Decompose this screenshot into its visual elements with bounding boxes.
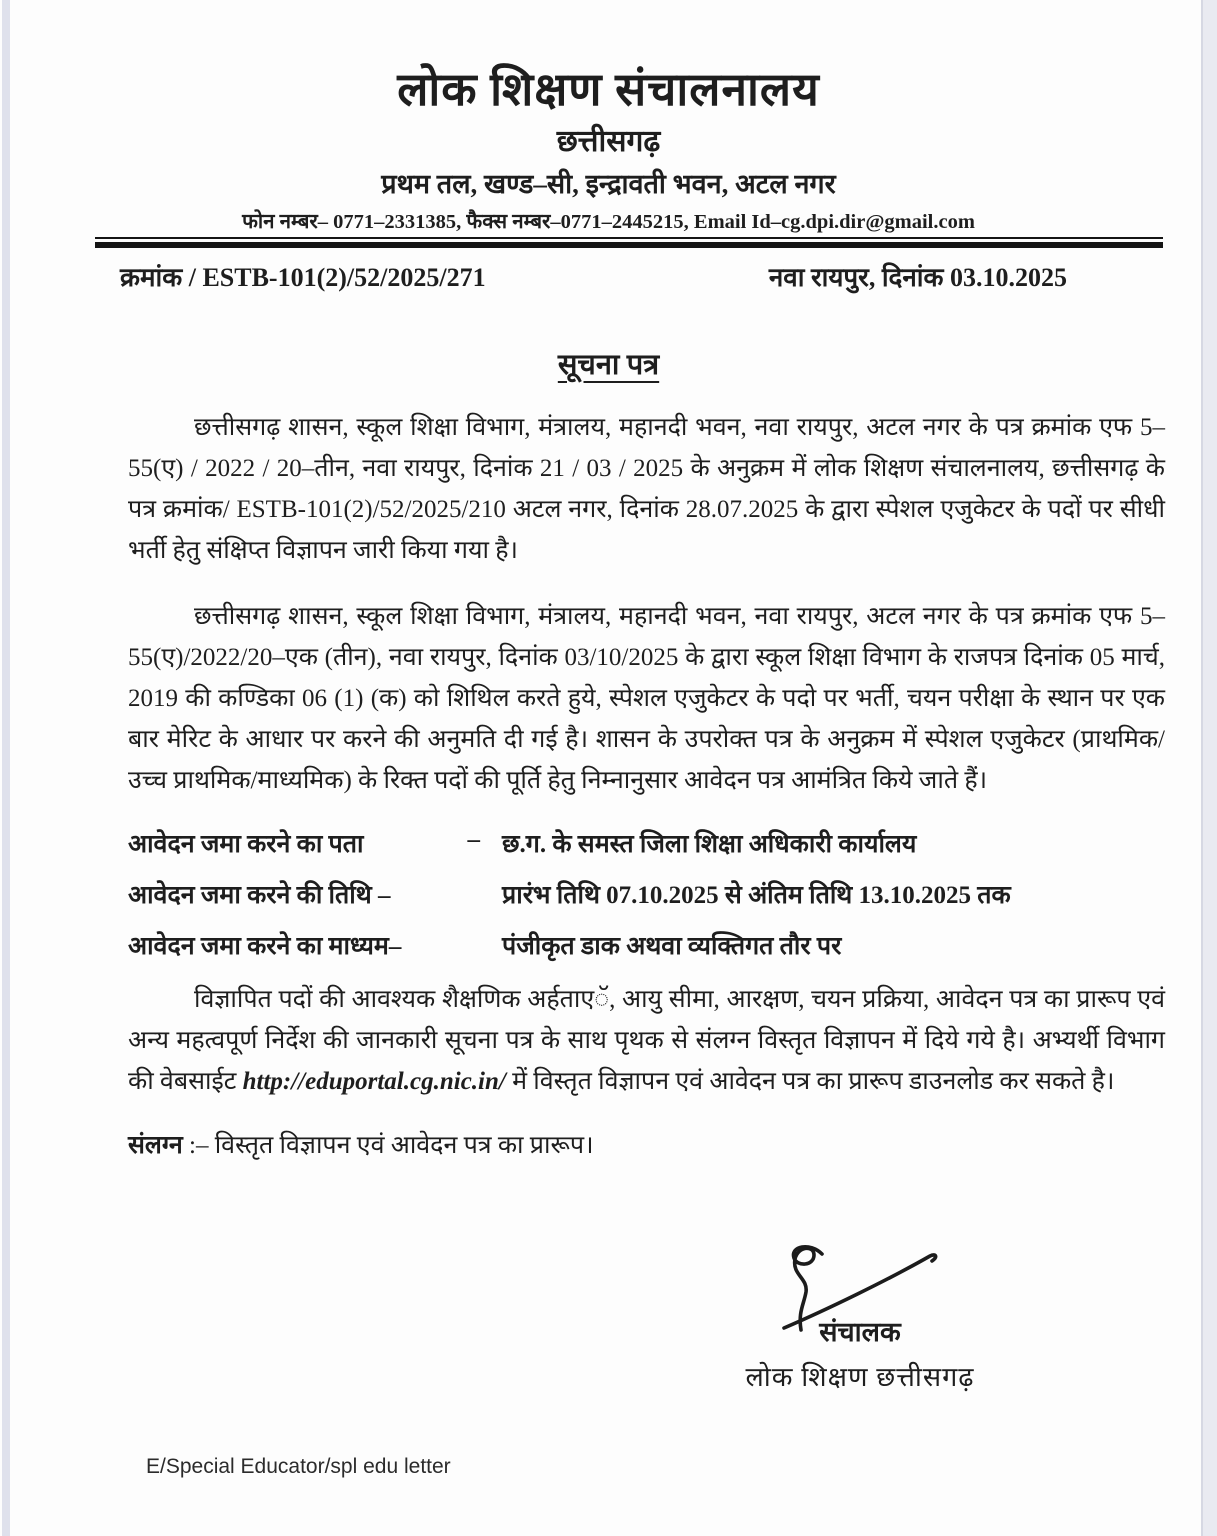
info-label: आवेदन जमा करने का माध्यम– <box>128 932 402 960</box>
info-separator-dash: – <box>467 825 480 853</box>
scan-edge-right <box>1201 0 1217 1536</box>
info-row-medium <box>128 928 1165 962</box>
application-info-rows <box>128 826 1165 962</box>
header-divider-thin-line <box>95 237 1163 239</box>
website-url-text: http://eduportal.cg.nic.in/ <box>242 1067 506 1095</box>
info-label: आवेदन जमा करने की तिथि – <box>128 881 391 909</box>
letter-body <box>128 407 1165 1161</box>
info-label: आवेदन जमा करने का पता <box>128 830 364 858</box>
subject-heading: सूचना पत्र <box>557 348 660 381</box>
letterhead <box>0 0 1217 235</box>
info-label-cell <box>128 877 480 911</box>
info-label-cell <box>128 928 480 962</box>
paragraph-2: छत्तीसगढ़ शासन, स्कूल शिक्षा विभाग, मंत्रालय, महानदी भवन, नवा रायपुर, अटल नगर के पत्र क्रमांक एफ 5–55(ए)/2022/20–एक (तीन), नवा रायपुर, दिनांक 03/10/2025 के द्वारा स्कूल शिक्षा विभाग के राजपत्र दिनांक 05 मार्च, 2019 की कण्डिका 06 (1) (क) को शिथिल करते हुये, स्पेशल एजुकेटर के पदो पर भर्ती, चयन परीक्षा के स्थान पर एक बार मेरिट के आधार पर करने की अनुमति दी गई है। शासन के उपरोक्त पत्र के अनुक्रम में स्पेशल एजुकेटर (प्राथमिक/उच्च प्राथमिक/माध्यमिक) के रिक्त पदों की पूर्ति हेतु निम्नानुसार आवेदन पत्र आमंत्रित किये जाते हैं। <box>128 602 1165 794</box>
info-value: पंजीकृत डाक अथवा व्यक्तिगत तौर पर <box>502 932 842 960</box>
signatory-organization: लोक शिक्षण छत्तीसगढ़ <box>745 1362 975 1392</box>
reference-number: क्रमांक / ESTB-101(2)/52/2025/271 <box>120 262 486 292</box>
signatory-designation: संचालक <box>819 1317 901 1347</box>
organization-contact: फोन नम्बर– 0771–2331385, फैक्स नम्बर–0771–2445215, Email Id–cg.dpi.dir@gmail.com <box>242 210 975 233</box>
enclosure-text: :– विस्तृत विज्ञापन एवं आवेदन पत्र का प्रारूप। <box>182 1131 594 1159</box>
paragraph-3-text-after: में विस्तृत विज्ञापन एवं आवेदन पत्र का प्रारूप डाउनलोड कर सकते है। <box>505 1067 1115 1095</box>
reference-place-date: नवा रायपुर, दिनांक 03.10.2025 <box>768 262 1067 292</box>
paragraph-1: छत्तीसगढ़ शासन, स्कूल शिक्षा विभाग, मंत्रालय, महानदी भवन, नवा रायपुर, अटल नगर के पत्र क्रमांक एफ 5–55(ए) / 2022 / 20–तीन, नवा रायपुर, दिनांक 21 / 03 / 2025 के अनुक्रम में लोक शिक्षण संचालनालय, छत्तीसगढ़ के पत्र क्रमांक/ ESTB-101(2)/52/2025/210 अटल नगर, दिनांक 28.07.2025 के द्वारा स्पेशल एजुकेटर के पदों पर सीधी भर्ती हेतु संक्षिप्त विज्ञापन जारी किया गया है। <box>128 413 1165 564</box>
organization-address: प्रथम तल, खण्ड–सी, इन्द्रावती भवन, अटल नगर <box>381 168 836 199</box>
info-value: छ.ग. के समस्त जिला शिक्षा अधिकारी कार्यालय <box>502 830 917 858</box>
reference-row <box>120 258 1067 294</box>
enclosure-line <box>128 1127 1165 1161</box>
info-label-cell <box>128 826 480 860</box>
enclosure-label: संलग्न <box>128 1131 183 1159</box>
file-reference-note: E/Special Educator/spl edu letter <box>146 1455 451 1478</box>
paragraph-3 <box>128 979 1165 1102</box>
header-divider-thick-line <box>95 242 1163 248</box>
organization-title: लोक शिक्षण संचालनालय <box>397 64 820 115</box>
info-row-dates <box>128 877 1165 911</box>
paragraph-3-text-before: विज्ञापित पदों की आवश्यक शैक्षणिक अर्हताएॅ, आयु सीमा, आरक्षण, चयन प्रक्रिया, आवेदन पत्र का प्रारूप एवं अन्य महत्वपूर्ण निर्देश की जानकारी सूचना पत्र के साथ पृथक से संलग्न विस्तृत विज्ञापन में दिये गये है। अभ्यर्थी विभाग की वेबसाईट <box>128 985 1165 1095</box>
info-value: प्रारंभ तिथि 07.10.2025 से अंतिम तिथि 13.10.2025 तक <box>502 881 1011 909</box>
organization-state: छत्तीसगढ़ <box>556 124 661 158</box>
info-row-address <box>128 826 1165 860</box>
scan-edge-left <box>2 0 10 1536</box>
signature-block <box>710 1240 1010 1394</box>
header-divider <box>95 237 1163 248</box>
